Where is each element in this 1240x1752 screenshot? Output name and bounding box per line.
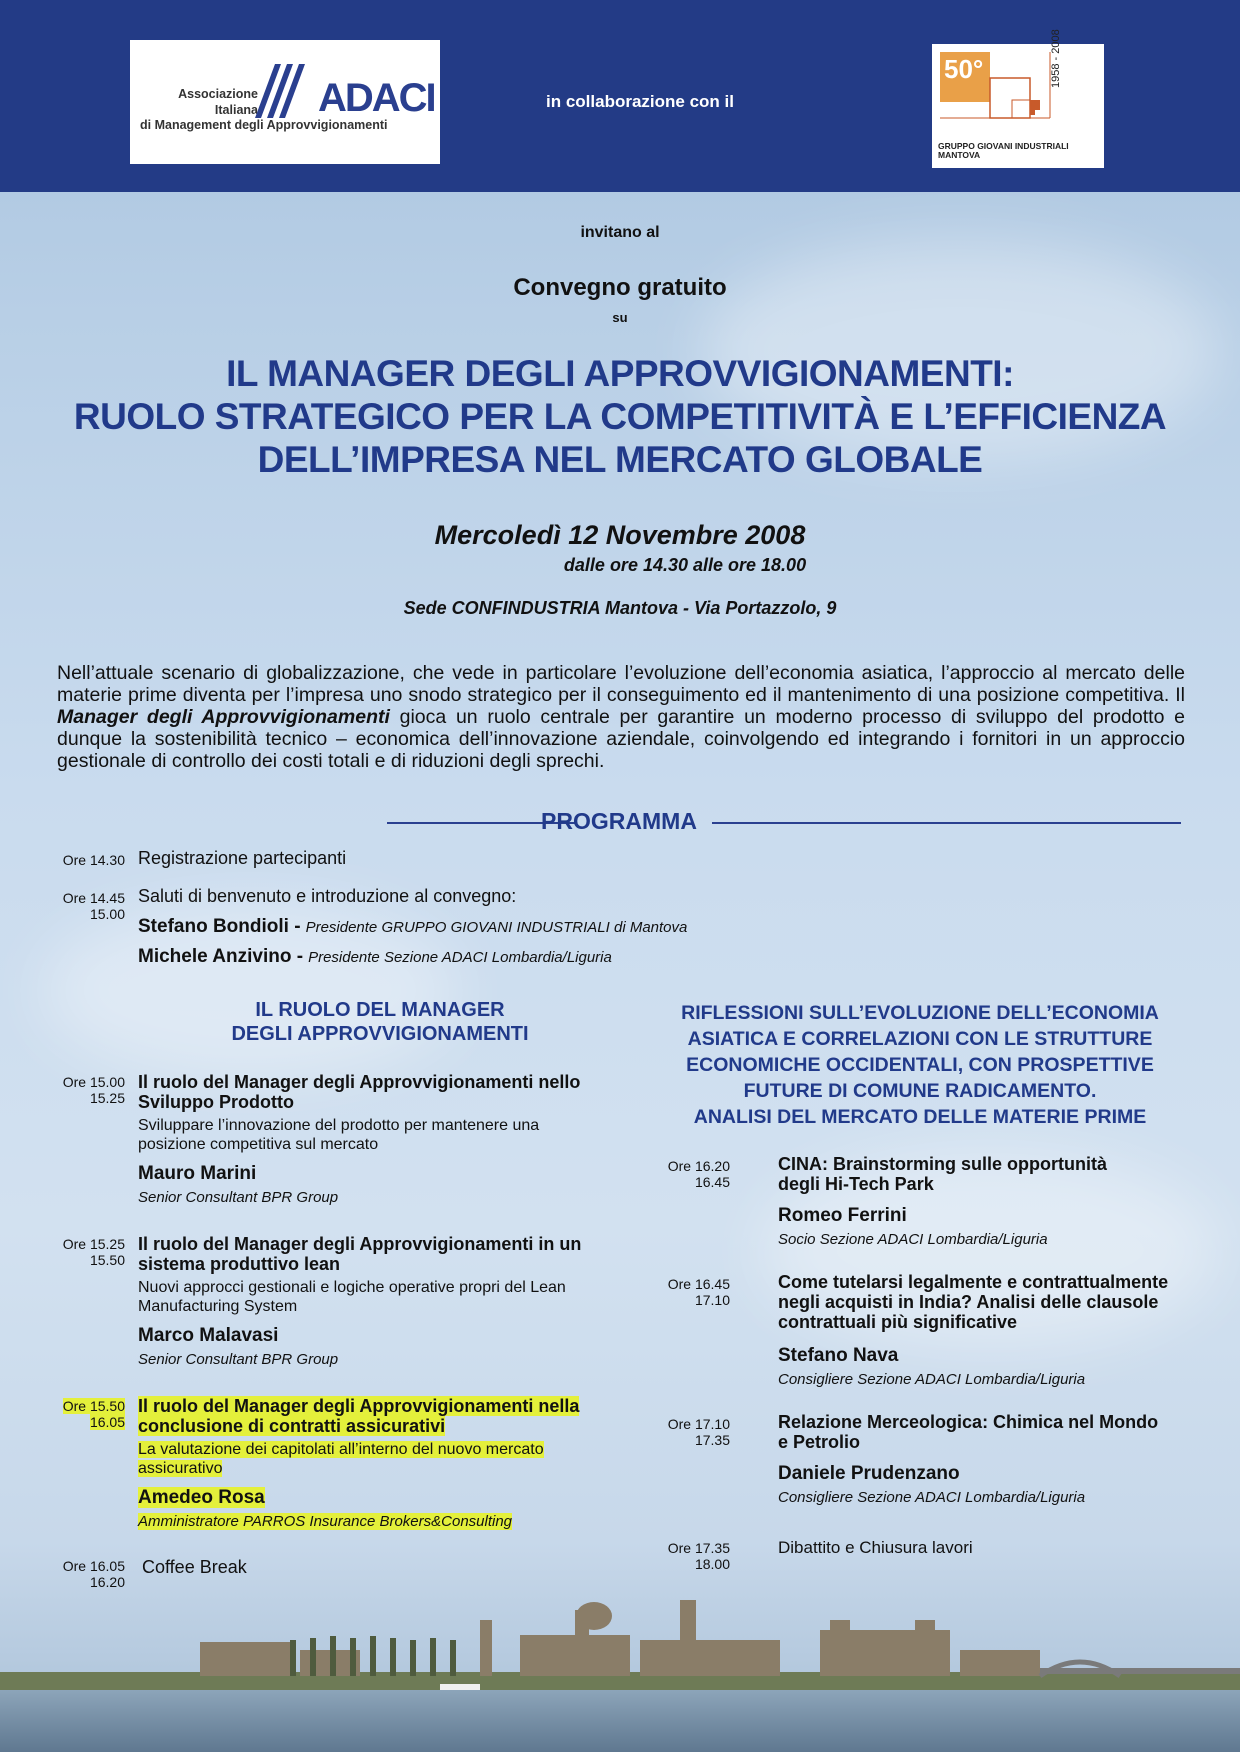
item-title: Il ruolo del Manager degli Approvvigionamenti in un xyxy=(138,1234,582,1254)
speaker-name: Marco Malavasi xyxy=(138,1325,279,1346)
adaci-line-3: di Management degli Approvvigionamenti xyxy=(140,118,388,132)
item-title: Relazione Merceologica: Chimica nel Mondo xyxy=(778,1412,1159,1432)
item-title: Sviluppo Prodotto xyxy=(138,1092,294,1112)
speaker-name: Daniele Prudenzano xyxy=(778,1463,960,1484)
welcome-speaker-1 xyxy=(138,916,687,938)
divider-line xyxy=(712,822,1181,824)
item-title: Il ruolo del Manager degli Approvvigionamenti nella xyxy=(138,1396,580,1416)
ggi-name: GRUPPO GIOVANI INDUSTRIALI xyxy=(938,141,1069,151)
closing-text: Dibattito e Chiusura lavori xyxy=(778,1538,973,1557)
event-time: dalle ore 14.30 alle ore 18.00 xyxy=(563,555,807,575)
time-end: 16.05 xyxy=(89,1414,125,1430)
item-description: La valutazione dei capitolati all’interno del nuovo mercato xyxy=(138,1441,544,1458)
adaci-line-1: Associazione xyxy=(178,87,258,101)
intro-emphasis: Manager degli Approvvigionamenti xyxy=(57,706,390,728)
time-end: 17.35 xyxy=(694,1432,730,1448)
title-line-1: IL MANAGER DEGLI APPROVVIGIONAMENTI: xyxy=(226,353,1014,394)
speaker-role: Presidente GRUPPO GIOVANI INDUSTRIALI di Mantova xyxy=(305,919,688,936)
time-start: Ore 14.45 xyxy=(62,890,125,906)
time-end: 15.25 xyxy=(89,1090,125,1106)
event-date: Mercoledì 12 Novembre 2008 xyxy=(434,520,806,550)
welcome-text: Saluti di benvenuto e introduzione al convegno: xyxy=(138,886,517,906)
closing-time xyxy=(660,1540,730,1572)
time-end: 18.00 xyxy=(694,1556,730,1572)
item-description: Nuovi approcci gestionali e logiche operative propri del Lean xyxy=(138,1279,566,1296)
time-end: 16.45 xyxy=(694,1174,730,1190)
item-title: e Petrolio xyxy=(778,1432,861,1452)
right-section-title-line: ECONOMICHE OCCIDENTALI, CON PROSPETTIVE xyxy=(686,1054,1154,1076)
invite-text: invitano al xyxy=(580,224,660,241)
event-title xyxy=(0,352,1240,481)
registration-time: Ore 14.30 xyxy=(62,852,125,868)
program-heading-row xyxy=(57,808,1181,838)
ggi-logo xyxy=(932,29,1104,168)
time-end: 17.10 xyxy=(694,1292,730,1308)
speaker-name: Stefano Bondioli - xyxy=(138,916,301,937)
item-title: negli acquisti in India? Analisi delle clausole xyxy=(778,1292,1159,1312)
speaker-role: Presidente Sezione ADACI Lombardia/Liguria xyxy=(308,949,612,966)
speaker-role: Senior Consultant BPR Group xyxy=(138,1351,339,1368)
left-section-title-line: IL RUOLO DEL MANAGER xyxy=(255,999,505,1021)
adaci-brand-text: ADACI xyxy=(318,76,435,120)
time-start: Ore 15.50 xyxy=(62,1398,125,1414)
item-description: Manufacturing System xyxy=(138,1298,298,1315)
welcome-time xyxy=(55,890,125,922)
event-type: Convegno gratuito xyxy=(513,274,727,301)
adaci-logo xyxy=(130,40,440,164)
time-start: Ore 17.10 xyxy=(667,1416,730,1432)
speaker-role: Consigliere Sezione ADACI Lombardia/Liguria xyxy=(778,1371,1086,1388)
coffee-text: Coffee Break xyxy=(142,1557,247,1577)
right-section-title-line: ANALISI DEL MERCATO DELLE MATERIE PRIME xyxy=(693,1106,1147,1128)
item-title: contrattuali più significative xyxy=(778,1312,1018,1332)
item-title: sistema produttivo lean xyxy=(138,1254,341,1274)
adaci-line-2: Italiana xyxy=(214,103,258,117)
right-section-title-line: ASIATICA E CORRELAZIONI CON LE STRUTTURE xyxy=(687,1028,1153,1050)
speaker-role: Consigliere Sezione ADACI Lombardia/Liguria xyxy=(778,1489,1086,1506)
intro-part-2: gioca un ruolo centrale per garantire un moderno processo di sviluppo del prodotto e dunque la sostenibilità tecnico – economica dell’innovazione aziendale, coinvolgendo ed integrando i fornitori in un approccio gestionale di controllo dei costi totali e di riduzioni degli sprechi. xyxy=(57,706,1185,772)
collaboration-text: in collaborazione con il xyxy=(546,92,734,111)
time-end: 15.50 xyxy=(89,1252,125,1268)
item-title: conclusione di contratti assicurativi xyxy=(138,1416,446,1436)
time-start: Ore 17.35 xyxy=(667,1540,730,1556)
item-title: Il ruolo del Manager degli Approvvigionamenti nello xyxy=(138,1072,581,1092)
su-text: su xyxy=(612,310,628,325)
item-description: assicurativo xyxy=(138,1460,223,1477)
speaker-role: Socio Sezione ADACI Lombardia/Liguria xyxy=(778,1231,1048,1248)
registration-text: Registrazione partecipanti xyxy=(138,848,347,868)
speaker-role: Senior Consultant BPR Group xyxy=(138,1189,339,1206)
left-section-title xyxy=(195,998,565,1046)
title-line-2: RUOLO STRATEGICO PER LA COMPETITIVITÀ E L’EFFICIENZA xyxy=(73,396,1167,437)
time-start: Ore 16.05 xyxy=(62,1558,125,1574)
speaker-name: Michele Anzivino - xyxy=(138,946,304,967)
item-title: degli Hi-Tech Park xyxy=(778,1174,934,1194)
time-start: Ore 15.00 xyxy=(62,1074,125,1090)
program-heading: PROGRAMMA xyxy=(541,808,697,834)
intro-part-1: Nell’attuale scenario di globalizzazione, che vede in particolare l’evoluzione dell’economia asiatica, l’approccio al mercato delle materie prime diventa per l’impresa uno snodo strategico per il conseguimento ed il mantenimento di una posizione competitiva. Il xyxy=(57,662,1185,706)
right-section-title-line: RIFLESSIONI SULL’EVOLUZIONE DELL’ECONOMIA xyxy=(681,1002,1159,1024)
item-description: Sviluppare l’innovazione del prodotto per mantenere una xyxy=(138,1117,540,1134)
time-start: Ore 15.25 xyxy=(62,1236,125,1252)
right-section-title-line: FUTURE DI COMUNE RADICAMENTO. xyxy=(743,1080,1097,1102)
ggi-years-side: 1958 - 2008 xyxy=(1050,29,1062,88)
item-title: Come tutelarsi legalmente e contrattualmente xyxy=(778,1272,1169,1292)
speaker-role: Amministratore PARROS Insurance Brokers&Consulting xyxy=(138,1513,513,1530)
title-line-3: DELL’IMPRESA NEL MERCATO GLOBALE xyxy=(257,439,983,480)
item-description: posizione competitiva sul mercato xyxy=(138,1136,379,1153)
speaker-name: Stefano Nava xyxy=(778,1345,899,1366)
mantova-skyline-image xyxy=(0,1580,1240,1752)
time-end: 15.00 xyxy=(89,906,125,922)
item-title: CINA: Brainstorming sulle opportunità xyxy=(778,1154,1108,1174)
event-venue: Sede CONFINDUSTRIA Mantova - Via Portazzolo, 9 xyxy=(403,598,837,618)
speaker-name: Mauro Marini xyxy=(138,1163,257,1184)
time-end: 16.20 xyxy=(89,1574,125,1590)
welcome-speaker-2 xyxy=(138,946,612,968)
ggi-50-label: 50° xyxy=(944,54,984,84)
speaker-name: Amedeo Rosa xyxy=(138,1487,265,1508)
time-start: Ore 16.45 xyxy=(667,1276,730,1292)
left-section-title-line: DEGLI APPROVVIGIONAMENTI xyxy=(231,1023,529,1045)
speaker-name: Romeo Ferrini xyxy=(778,1205,907,1226)
right-section-title xyxy=(655,1000,1185,1130)
ggi-city: MANTOVA xyxy=(938,150,981,160)
intro-paragraph xyxy=(57,662,1185,772)
time-start: Ore 16.20 xyxy=(667,1158,730,1174)
